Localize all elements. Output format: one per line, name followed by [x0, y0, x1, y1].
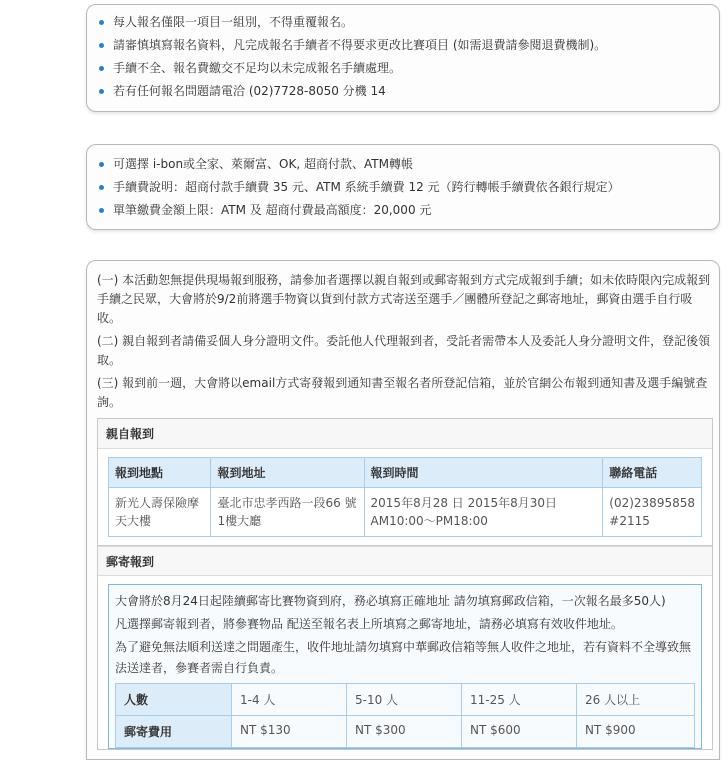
fee-1: NT $130: [232, 716, 347, 748]
list-item-text: 請審慎填寫報名資料，凡完成報名手續者不得要求更改比賽項目 (如需退費請參閱退費機制)。: [113, 38, 607, 52]
fee-3: NT $600: [462, 716, 577, 748]
people-3: 11-25 人: [462, 684, 577, 716]
list-item-text: 若有任何報名問題請電洽 (02)7728-8050 分機 14: [113, 84, 386, 98]
table-row: [116, 716, 695, 748]
in-person-panel: [97, 418, 713, 546]
header-phone: 聯絡電話: [603, 458, 702, 488]
table-row: [116, 684, 695, 716]
list-item: [97, 11, 709, 34]
list-item: [97, 176, 709, 199]
table-row: [109, 488, 702, 537]
notice-list: [97, 11, 709, 103]
header-time: 報到時間: [364, 458, 603, 488]
fee-2: NT $300: [347, 716, 462, 748]
mail-line: 凡選擇郵寄報到者，將參賽物品 配送至報名表上所填寫之郵寄地址，請務必填寫有效收件地址。: [115, 617, 623, 631]
list-item-text: 可選擇 i-bon或全家、萊爾富、OK, 超商付款、ATM轉帳: [113, 157, 413, 171]
mail-panel: [97, 546, 713, 750]
header-location: 報到地點: [109, 458, 211, 488]
payment-list: [97, 153, 709, 222]
list-item: [97, 34, 709, 57]
people-4: 26 人以上: [577, 684, 695, 716]
bullet-icon: [99, 89, 104, 94]
list-item-text: 每人報名僅限一項目一組別，不得重覆報名。: [113, 15, 354, 29]
checkin-box: [86, 260, 720, 760]
people-label: 人數: [116, 684, 232, 716]
bullet-icon: [99, 208, 104, 213]
fee-4: NT $900: [577, 716, 695, 748]
bullet-icon: [99, 20, 104, 25]
mail-title: 郵寄報到: [98, 546, 712, 576]
mail-line: 大會將於8月24日起陸續郵寄比賽物資到府，務必填寫正確地址 請勿填寫郵政信箱，一次報名最多50人): [115, 594, 666, 608]
fee-label: 郵寄費用: [116, 716, 232, 748]
list-item-text: 單筆繳費金額上限：ATM 及 超商付費最高額度：20,000 元: [113, 203, 432, 217]
list-item: [97, 57, 709, 80]
list-item-text: 手續費說明：超商付款手續費 35 元、ATM 系統手續費 12 元（跨行轉帳手續費依各銀行規定）: [113, 180, 620, 194]
cell-location: 新光人壽保險摩天大樓: [109, 488, 211, 537]
checkin-paragraph: (二) 親自報到者請備妥個人身分證明文件。委託他人代理報到者，受託者需帶本人及委託人身分證明文件，登記後領取。: [97, 334, 711, 367]
checkin-paragraph: (一) 本活動恕無提供現場報到服務，請參加者選擇以親自報到或郵寄報到方式完成報到手續；如未依時限內完成報到手續之民眾，大會將於9/2前將選手物資以貨到付款方式寄送至選手／團體所登記之郵寄地址，郵資由選手自行吸收。: [97, 273, 711, 325]
payment-box: [86, 144, 720, 230]
checkin-paragraphs: [97, 271, 713, 412]
mail-info-box: [108, 584, 702, 749]
bullet-icon: [99, 162, 104, 167]
in-person-title: 親自報到: [98, 419, 712, 449]
mail-fee-table: [115, 683, 695, 748]
list-item: [97, 153, 709, 176]
bullet-icon: [99, 43, 104, 48]
list-item-text: 手續不全、報名費繳交不足均以未完成報名手續處理。: [113, 61, 402, 75]
list-item: [97, 199, 709, 222]
bullet-icon: [99, 66, 104, 71]
in-person-table: [108, 457, 702, 537]
people-2: 5-10 人: [347, 684, 462, 716]
cell-phone: (02)23895858 #2115: [603, 488, 702, 537]
mail-lines: [115, 591, 695, 679]
bullet-icon: [99, 185, 104, 190]
mail-line: 為了避免無法順利送達之問題產生，收件地址請勿填寫中華郵政信箱等無人收件之地址，若有資料不全導致無法送達者，參賽者需自行負責。: [115, 640, 692, 675]
people-1: 1-4 人: [232, 684, 347, 716]
list-item: [97, 80, 709, 103]
cell-time: 2015年8月28 日 2015年8月30日AM10:00～PM18:00: [364, 488, 603, 537]
checkin-paragraph: (三) 報到前一週，大會將以email方式寄發報到通知書至報名者所登記信箱，並於官網公布報到通知書及選手編號查詢。: [97, 376, 708, 409]
notice-box: [86, 4, 720, 112]
header-address: 報到地址: [211, 458, 364, 488]
cell-address: 臺北市忠孝西路一段66 號1樓大廳: [211, 488, 364, 537]
